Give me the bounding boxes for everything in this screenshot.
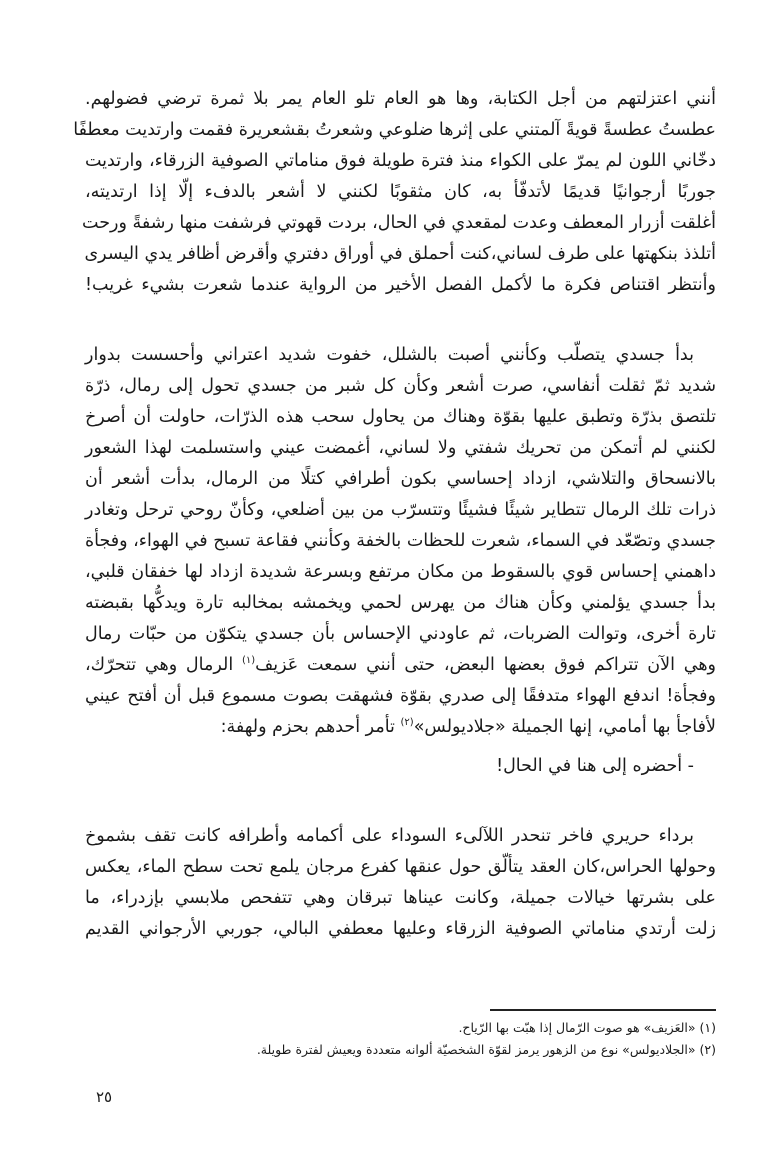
text-line: برداء حريري فاخر تنحدر اللآلىء السوداء على أكمامه وأطرافه كانت تقف بشموخ [85, 826, 694, 846]
text-line: ذرات تلك الرمال تتطاير شيئًا فشيئًا وتتسرّب من بين أضلعي، وكأنّ روحي ترحل وتغادر [85, 500, 716, 520]
text-line: وأنتظر اقتناص فكرة ما لأكمل الفصل الأخير من الرواية عندما شعرت بشيء غريب! [85, 275, 716, 295]
text-line: زلت أرتدي مناماتي الصوفية الزرقاء وعليها معطفي البالي، جوربي الأرجواني القديم [85, 919, 716, 939]
text-segment: تأمر أحدهم بحزم ولهفة: [220, 717, 395, 737]
footnote-1: (١) «العَزيف» هو صوت الرّمال إذا هبّت بها الرّياح. [458, 1020, 716, 1035]
text-line: أغلقت أزرار المعطف وعدت لمقعدي في الحال، بردت قهوتي فرشفت منها رشفةً ورحت [82, 213, 716, 233]
paragraph-2 [85, 340, 716, 743]
text-line: شديد ثمّ ثقلت أنفاسي، صرت أشعر وكأن كل شبر من جسدي تحول إلى رمال، ذرّة [85, 376, 716, 396]
book-page-text [73, 84, 716, 945]
text-line: دخّاني اللون لم يمرّ على الكواء منذ فترة طويلة فوق مناماتي الصوفية الزرقاء، وارتديت [85, 151, 716, 171]
text-segment: الرمال وهي تتحرّك، [85, 655, 234, 675]
footnote-ref-2[interactable]: (٢) [400, 717, 414, 729]
text-line: وفجأة! اندفع الهواء متدفقًا إلى صدري بقوّة فشهقت بصوت مسموع قبل أن أفتح عيني [85, 686, 716, 706]
text-line: جسدي وتصّعّد في السماء، شعرت للحظات بالخفة وكأنني فقاعة تسبح في الهواء، وفجأة [84, 531, 716, 551]
paragraph-1 [73, 84, 716, 301]
footnote-2: (٢) «الجلاديولس» نوع من الزهور يرمز لقوّة الشخصيّة ألوانه متعددة ويعيش لفترة طويلة. [256, 1042, 716, 1057]
text-line: - أحضره إلى هنا في الحال! [496, 756, 694, 776]
text-line: لكنني لم أتمكن من تحريك شفتي ولا لساني، أغمضت عيني واستسلمت لهذا الشعور [85, 438, 716, 458]
text-line: جوربًا أرجوانيًا قديمًا لأتدفّأ به، كان مثقوبًا لكنني لا أشعر بالدفء إلّا إذا ارتديته، [85, 182, 716, 202]
text-line: بالانسحاق والتلاشي، ازداد إحساسي بكون أطرافي كتلًا من الرمال، بدأت أشعر أن [85, 469, 716, 489]
footnote-ref-1[interactable]: (١) [241, 655, 256, 667]
text-line [85, 712, 716, 743]
text-line: أتلذذ بنكهتها على طرف لساني،كنت أحملق في أوراق دفتري وأقرض أظافر يدي اليسرى [84, 244, 716, 264]
text-line: على بشرتها خيالات جميلة، وكانت عيناها تبرقان وهي تتفحص ملابسي بإزدراء، ما [85, 888, 716, 908]
text-line: تلتصق بذرّة وتطبق عليها بقوّة وهناك من يحاول سحب هذه الذرّات، حاولت أن أصرخ [85, 407, 716, 427]
text-line: وحولها الحراس،كان العقد يتألّق حول عنقها كفرع مرجان يلمع تحت سطح الماء، يعكس [85, 857, 716, 877]
text-line: أنني اعتزلتهم من أجل الكتابة، وها هو العام تلو العام يمر بلا ثمرة ترضي فضولهم. [85, 89, 716, 109]
text-line [85, 650, 716, 681]
text-line: عطستُ عطسةً قويةً آلمتني على إثرها ضلوعي وشعرتُ بقشعريرة فقمت وارتديت معطفًا [73, 120, 716, 140]
paragraph-3 [85, 821, 716, 945]
text-line: داهمني إحساس قوي بالسقوط من مكان مرتفع وبسرعة شديدة ازداد لها خفقان قلبي، [85, 562, 716, 582]
footnote-divider [490, 1009, 716, 1011]
text-segment: وهي الآن تتراكم فوق بعضها البعض، حتى أنني سمعت عَزيف [255, 655, 716, 675]
dialogue-line [85, 751, 716, 782]
text-segment: لأفاجأ بها أمامي، إنها الجميلة «جلاديولس» [413, 717, 716, 737]
page-number: ٢٥ [96, 1088, 113, 1106]
text-line: بدأ جسدي يتصلّب وكأنني أصبت بالشلل، خفوت شديد اعتراني وأحسست بدوار [85, 345, 694, 365]
text-line: بدأ جسدي يؤلمني وكأن هناك من يهرس لحمي ويخمشه بمخالبه تارة ويدكُّها بقبضته [85, 593, 716, 613]
text-line: تارة أخرى، وتوالت الضربات، ثم عاودني الإحساس بأن جسدي يتكوّن من حبّات رمال [85, 624, 716, 644]
